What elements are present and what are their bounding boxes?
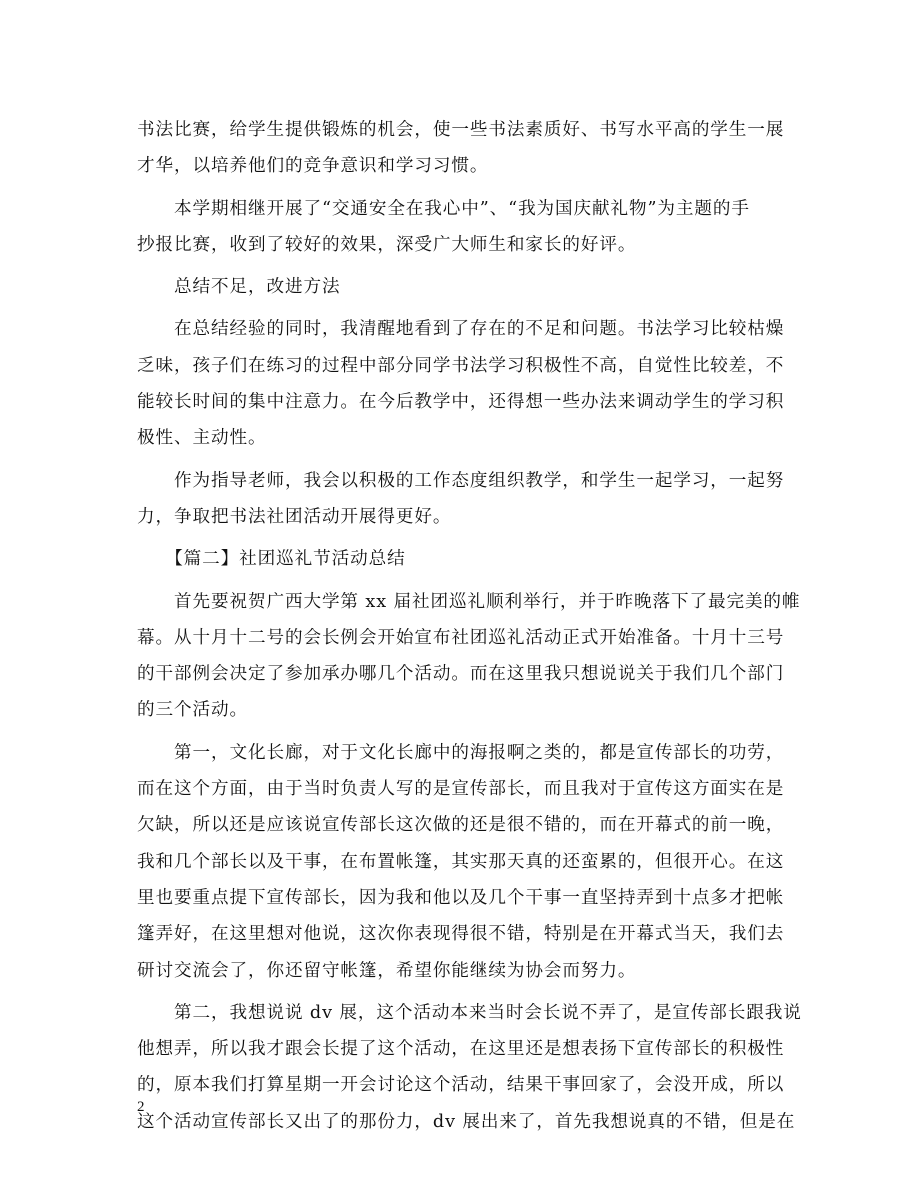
text-line: 欠缺，所以还是应该说宣传部长这次做的还是很不错的，而在开幕式的前一晚， [137, 815, 785, 836]
text-line: 抄报比赛，收到了较好的效果，深受广大师生和家长的好评。 [137, 234, 637, 255]
text-line: 篷弄好，在这里想对他说，这次你表现得很不错，特别是在开幕式当天，我们去 [137, 924, 785, 945]
paragraph-p7 [137, 584, 801, 729]
text-line: 本学期相继开展了“交通安全在我心中”、“我为国庆献礼物”为主题的手 [137, 198, 750, 219]
text-line: 在总结经验的同时，我清醒地看到了存在的不足和问题。书法学习比较枯燥 [137, 319, 785, 340]
text-line: 首先要祝贺广西大学第 xx 届社团巡礼顺利举行，并于昨晚落下了最完美的帷 [137, 591, 801, 612]
text-line: 【篇二】社团巡礼节活动总结 [137, 549, 406, 570]
text-line: 才华，以培养他们的竞争意识和学习习惯。 [137, 156, 489, 177]
text-line: 第一，文化长廊，对于文化长廊中的海报啊之类的，都是宣传部长的功劳， [137, 742, 785, 763]
text-line: 乏味，孩子们在练习的过程中部分同学书法学习积极性不高，自觉性比较差，不 [137, 355, 785, 376]
text-line: 这个活动宣传部长又出了的那份力，dv 展出来了，首先我想说真的不错，但是在 [137, 1111, 796, 1132]
page-number: 2 [137, 1099, 145, 1115]
paragraph-p2 [137, 191, 787, 264]
text-line: 作为指导老师，我会以积极的工作态度组织教学，和学生一起学习，一起努 [137, 470, 785, 491]
text-line: 幕。从十月十二号的会长例会开始宣布社团巡礼活动正式开始准备。十月十三号 [137, 627, 785, 648]
paragraph-p1 [137, 112, 787, 185]
text-line: 他想弄，所以我才跟会长提了这个活动，在这里还是想表扬下宣传部长的积极性 [137, 1039, 785, 1060]
text-line: 研讨交流会了，你还留守帐篷，希望你能继续为协会而努力。 [137, 960, 637, 981]
paragraph-p3 [137, 269, 787, 305]
text-line: 书法比赛，给学生提供锻炼的机会，使一些书法素质好、书写水平高的学生一展 [137, 120, 785, 140]
text-line: 总结不足，改进方法 [137, 277, 341, 298]
document-body [137, 112, 802, 1146]
text-line: 的三个活动。 [137, 700, 248, 721]
text-line: 的干部例会决定了参加承办哪几个活动。而在这里我只想说说关于我们几个部门 [137, 664, 785, 685]
text-line: 里也要重点提下宣传部长，因为我和他以及几个干事一直坚持弄到十点多才把帐 [137, 887, 785, 908]
text-line: 极性、主动性。 [137, 428, 267, 449]
paragraph-p5 [137, 463, 787, 536]
text-line: 力，争取把书法社团活动开展得更好。 [137, 506, 452, 527]
text-line: 而在这个方面，由于当时负责人写的是宣传部长，而且我对于宣传这方面实在是 [137, 779, 785, 800]
paragraph-p4 [137, 311, 787, 456]
text-line: 我和几个部长以及干事，在布置帐篷，其实那天真的还蛮累的，但很开心。在这 [137, 851, 785, 872]
text-line: 能较长时间的集中注意力。在今后教学中，还得想一些办法来调动学生的学习积 [137, 392, 785, 413]
paragraph-p6 [137, 541, 787, 577]
text-line: 的，原本我们打算星期一开会讨论这个活动，结果干事回家了，会没开成，所以 [137, 1075, 785, 1096]
paragraph-p9 [137, 995, 802, 1140]
text-line: 第二，我想说说 dv 展，这个活动本来当时会长说不弄了，是宣传部长跟我说 [137, 1002, 802, 1023]
paragraph-p8 [137, 735, 787, 989]
